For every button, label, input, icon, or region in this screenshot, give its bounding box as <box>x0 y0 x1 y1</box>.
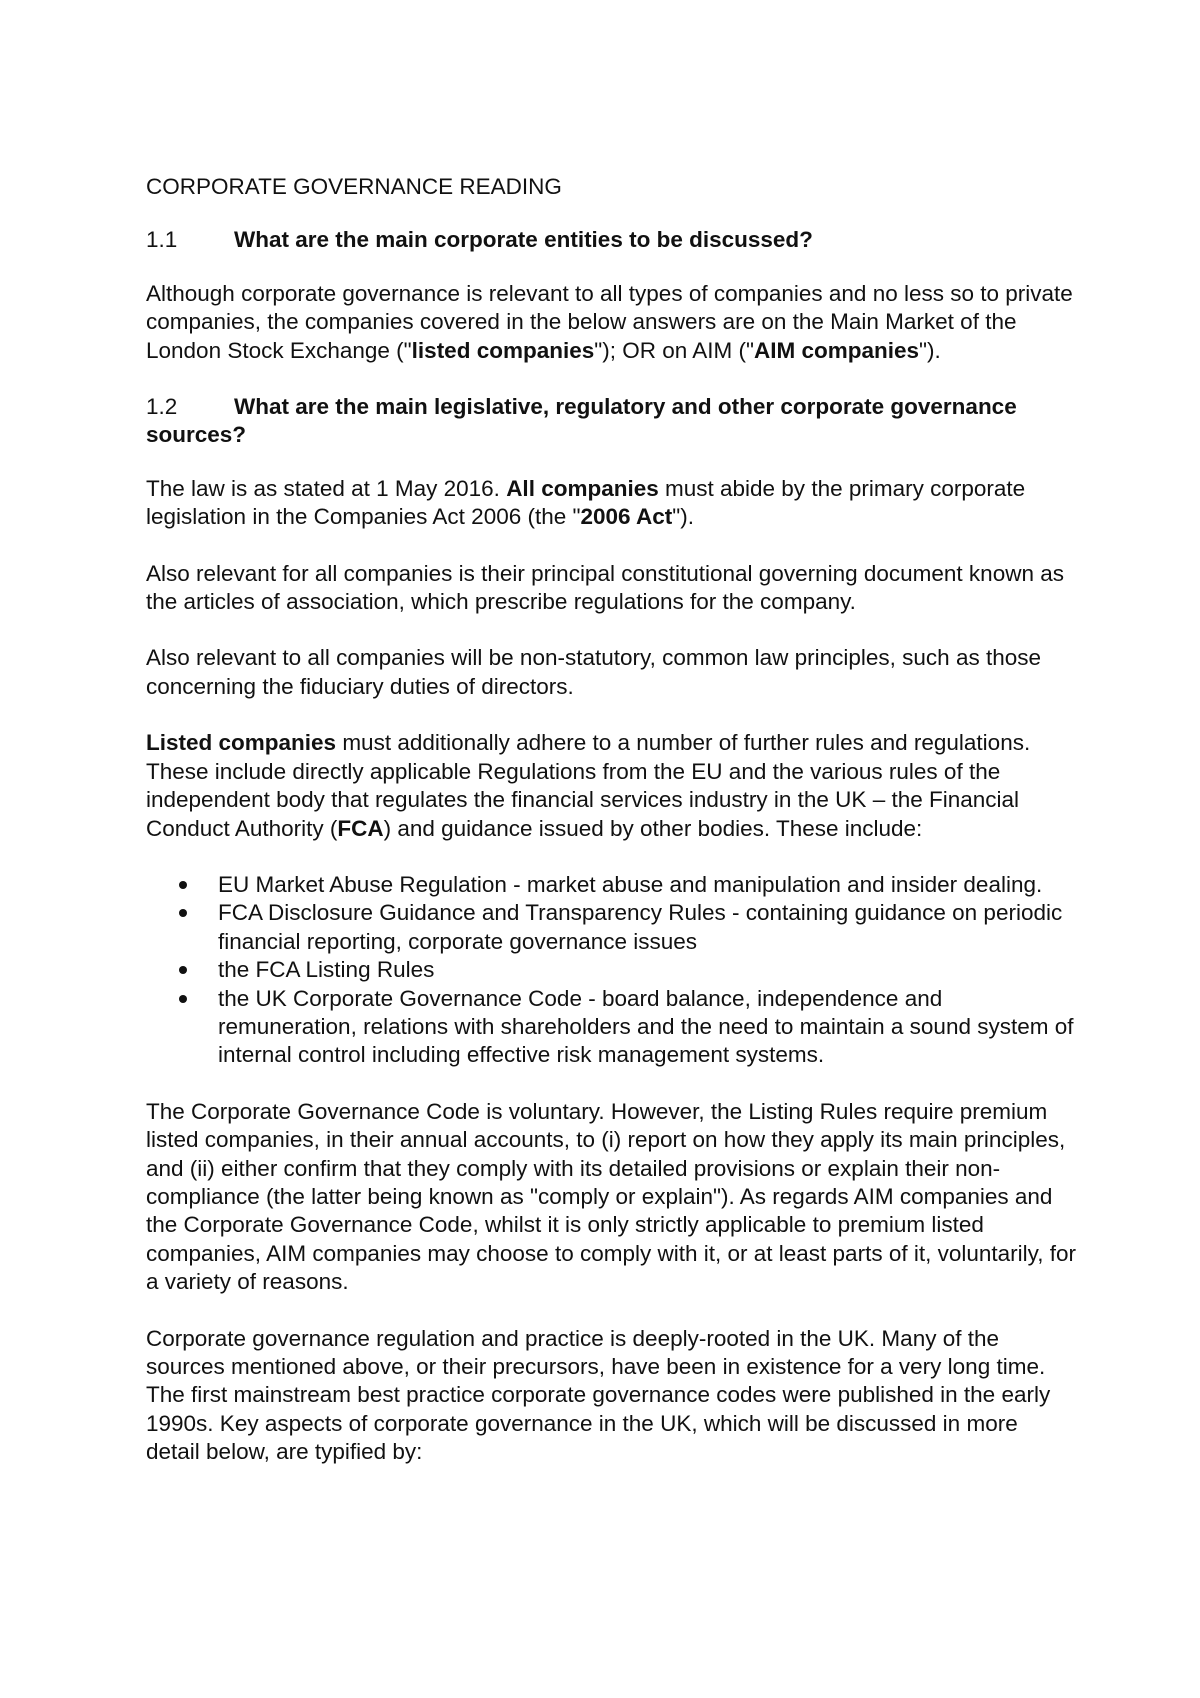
list-item <box>146 899 1076 956</box>
document-title: CORPORATE GOVERNANCE READING <box>146 174 562 199</box>
section-heading-1-1 <box>146 226 1076 254</box>
document-body <box>146 173 1076 1495</box>
text-run: "). <box>919 337 941 363</box>
paragraph-listed-companies <box>146 729 1076 843</box>
list-item-text: FCA Disclosure Guidance and Transparency Rules - containing guidance on periodic financial reporting, corporate governance issues <box>218 900 1063 954</box>
bullet-icon <box>179 995 187 1003</box>
paragraph-articles: Also relevant for all companies is their principal constitutional governing document known as the articles of association, which prescribe regulations for the company. <box>146 560 1064 615</box>
section-question: What are the main legislative, regulatory and other corporate governance sources? <box>146 394 1017 448</box>
list-item <box>146 871 1076 899</box>
list-item <box>146 956 1076 984</box>
list-item-text: EU Market Abuse Regulation - market abuse and manipulation and insider dealing. <box>218 871 1043 897</box>
bullet-icon <box>179 909 187 917</box>
defined-term: AIM companies <box>754 337 920 363</box>
text-run: The law is as stated at 1 May 2016. <box>146 475 507 501</box>
text-run: ) and guidance issued by other bodies. These include: <box>383 815 923 841</box>
list-item-text: the UK Corporate Governance Code - board balance, independence and remuneration, relations with shareholders and the need to maintain a sound system of internal control including effective risk management systems. <box>218 985 1074 1068</box>
list-item <box>146 985 1076 1070</box>
text-run: must additionally adhere to a number of further rules and regulations. These include directly applicable Regulations from the EU and the various rules of the independent body that regulates the financial services industry in the UK – the Financial Conduct Authority ( <box>146 730 1031 841</box>
emphasis-term: All companies <box>506 475 659 501</box>
text-run: "). <box>672 504 694 530</box>
paragraph-uk-practice: Corporate governance regulation and practice is deeply-rooted in the UK. Many of the sources mentioned above, or their precursors, have been in existence for a very long time. The first mainstream best practice corporate governance codes were published in the early 1990s. Key aspects of corporate governance in the UK, which will be discussed in more detail below, are typified by: <box>146 1325 1051 1465</box>
section-heading-1-2 <box>146 393 1076 450</box>
text-run: "); OR on AIM (" <box>594 337 754 363</box>
list-item-text: the FCA Listing Rules <box>218 957 435 983</box>
text-run: Although corporate governance is relevant to all types of companies and no less so to private companies, the companies covered in the below answers are on the Main Market of the London Stock Exchange (" <box>146 280 1073 363</box>
paragraph-law <box>146 475 1076 532</box>
defined-term: FCA <box>337 815 384 841</box>
section-number: 1.1 <box>146 227 178 253</box>
sources-list <box>146 871 1076 1070</box>
section-number: 1.2 <box>146 394 178 420</box>
defined-term: 2006 Act <box>580 504 673 530</box>
emphasis-term: Listed companies <box>146 730 337 756</box>
bullet-icon <box>179 966 187 974</box>
paragraph-entities <box>146 280 1076 365</box>
text-run: must abide by the primary corporate legislation in the Companies Act 2006 (the " <box>146 475 1026 530</box>
defined-term: listed companies <box>411 337 595 363</box>
section-question: What are the main corporate entities to be discussed? <box>234 227 813 253</box>
paragraph-common-law: Also relevant to all companies will be non-statutory, common law principles, such as those concerning the fiduciary duties of directors. <box>146 645 1042 699</box>
paragraph-governance-code: The Corporate Governance Code is voluntary. However, the Listing Rules require premium listed companies, in their annual accounts, to (i) report on how they apply its main principles, and (ii) either confirm that they comply with its detailed provisions or explain their non-compliance (the latter being known as "comply or explain"). As regards AIM companies and the Corporate Governance Code, whilst it is only strictly applicable to premium listed companies, AIM companies may choose to comply with it, or at least parts of it, voluntarily, for a variety of reasons. <box>146 1098 1076 1295</box>
bullet-icon <box>179 881 187 889</box>
